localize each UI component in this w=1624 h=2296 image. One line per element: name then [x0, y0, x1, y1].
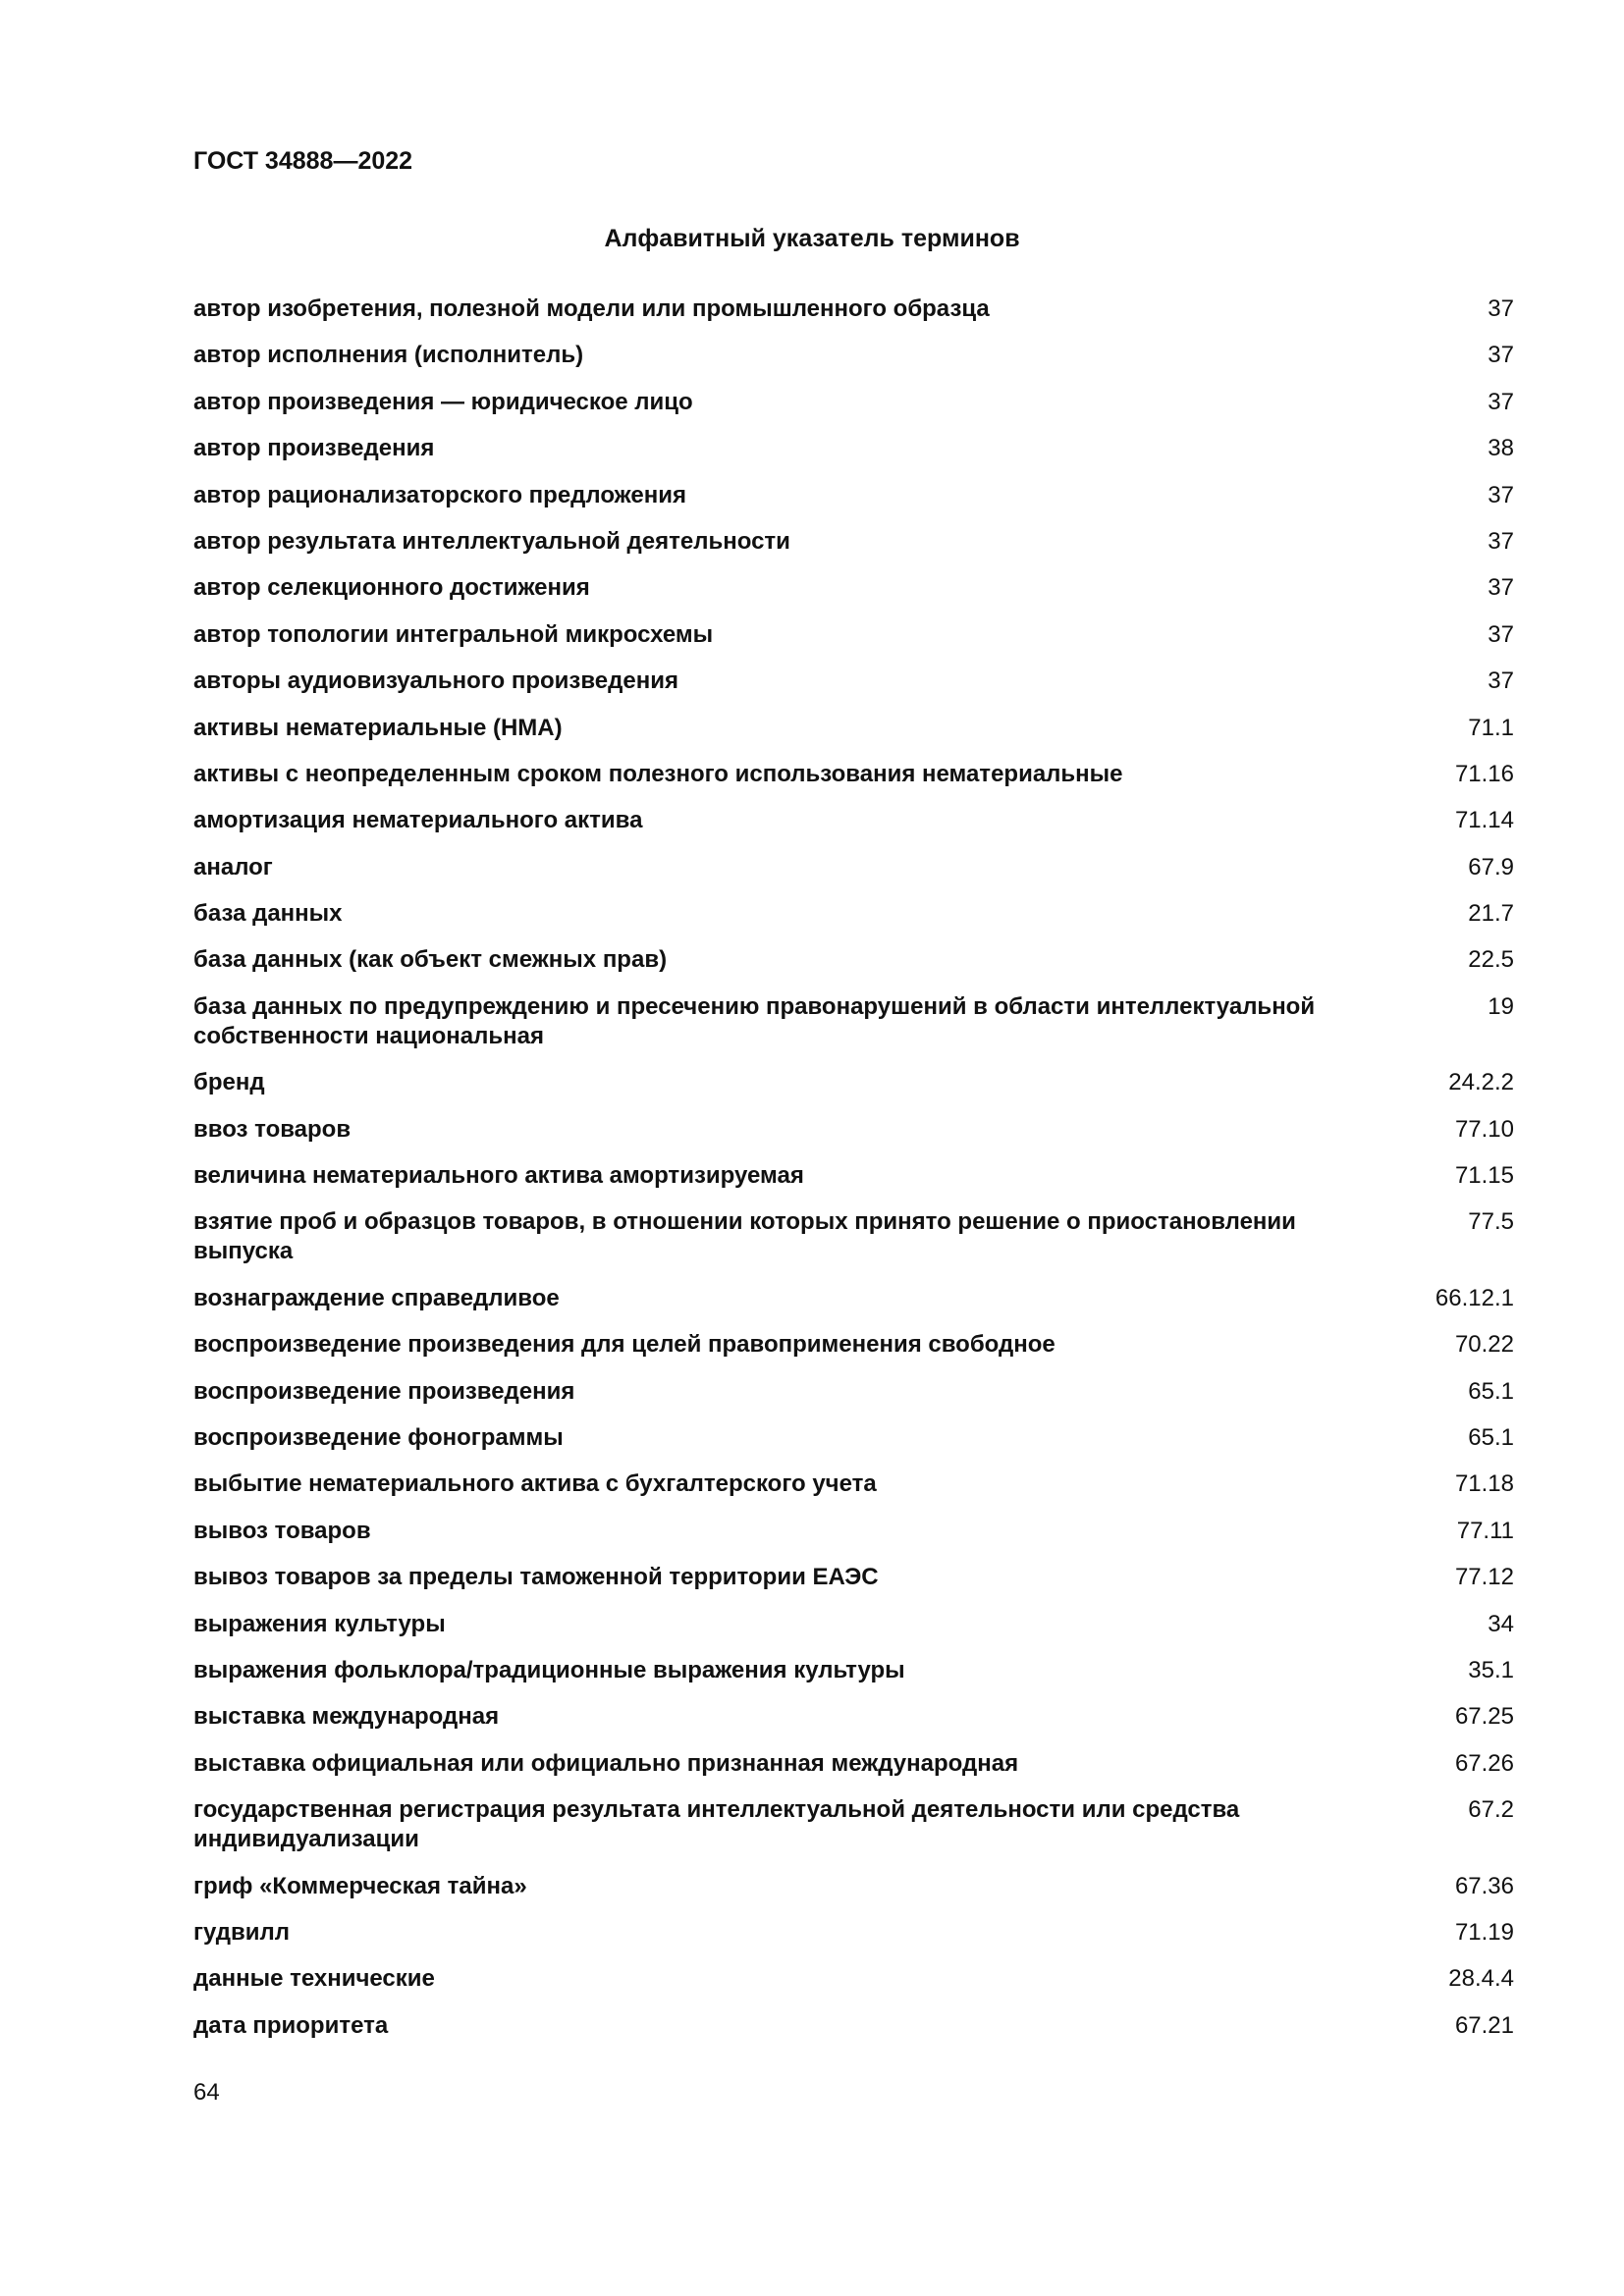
- term-reference: 70.22: [1454, 1331, 1514, 1359]
- term-reference: 77.5: [1468, 1208, 1514, 1236]
- term-reference: 37: [1488, 574, 1514, 602]
- term-text: ввоз товаров: [193, 1115, 352, 1143]
- term-text: выражения культуры: [193, 1610, 446, 1637]
- term-text: автор рационализаторского предложения: [193, 481, 686, 508]
- term-row: [193, 1115, 1514, 1145]
- term-text: выставка официальная или официально признанная международная: [193, 1749, 1019, 1777]
- term-reference: 38: [1488, 435, 1514, 462]
- term-reference: 67.21: [1454, 2011, 1514, 2039]
- term-row: [193, 573, 1514, 603]
- term-text: автор изобретения, полезной модели или промышленного образца: [193, 295, 990, 322]
- document-code: ГОСТ 34888—2022: [193, 147, 413, 175]
- term-text: автор произведения — юридическое лицо: [193, 388, 693, 415]
- term-text: база данных (как объект смежных прав): [193, 946, 668, 974]
- term-reference: 67.36: [1454, 1872, 1514, 1899]
- term-text: вознаграждение справедливое: [193, 1284, 560, 1311]
- term-reference: 67.2: [1468, 1796, 1514, 1824]
- term-row: [193, 2011, 1514, 2041]
- term-reference: 71.19: [1454, 1918, 1514, 1946]
- term-reference: 65.1: [1468, 1377, 1514, 1405]
- term-text: авторы аудиовизуального произведения: [193, 667, 678, 695]
- term-row: [193, 1284, 1514, 1313]
- term-text: гудвилл: [193, 1918, 290, 1946]
- term-row: [193, 945, 1514, 975]
- term-row: [193, 1377, 1514, 1407]
- term-row: [193, 667, 1514, 696]
- term-row: [193, 1964, 1514, 1994]
- term-row: [193, 388, 1514, 417]
- term-reference: 71.15: [1454, 1162, 1514, 1190]
- term-text: аналог: [193, 853, 273, 881]
- term-row: [193, 1068, 1514, 1097]
- term-row: [193, 1702, 1514, 1732]
- term-text: воспроизведение фонограммы: [193, 1423, 564, 1451]
- term-row: [193, 1469, 1514, 1499]
- term-row: [193, 1330, 1514, 1360]
- page-number: 64: [193, 2079, 220, 2106]
- term-reference: 77.11: [1456, 1517, 1514, 1544]
- term-text: гриф «Коммерческая тайна»: [193, 1872, 527, 1899]
- term-reference: 77.10: [1454, 1115, 1514, 1143]
- term-text: активы с неопределенным сроком полезного использования нематериальные: [193, 760, 1123, 787]
- term-text: взятие проб и образцов товаров, в отношении которых принято решение о приостановлении выпуска: [193, 1208, 1296, 1265]
- term-reference: 19: [1488, 992, 1514, 1020]
- term-row: [193, 481, 1514, 510]
- term-text: выражения фольклора/традиционные выражения культуры: [193, 1656, 905, 1683]
- term-text: автор произведения: [193, 435, 435, 462]
- term-reference: 37: [1488, 481, 1514, 508]
- term-reference: 71.1: [1468, 714, 1514, 741]
- term-row: [193, 1207, 1514, 1266]
- term-reference: 37: [1488, 295, 1514, 322]
- term-text: вывоз товаров за пределы таможенной территории ЕАЭС: [193, 1564, 879, 1591]
- index-title: Алфавитный указатель терминов: [604, 225, 1020, 252]
- term-reference: 67.25: [1454, 1703, 1514, 1731]
- term-row: [193, 806, 1514, 835]
- term-text: активы нематериальные (НМА): [193, 714, 563, 741]
- term-row: [193, 1795, 1514, 1854]
- term-text: база данных по предупреждению и пресечению правонарушений в области интеллектуальной собственности национальная: [193, 992, 1316, 1049]
- term-text: величина нематериального актива амортизируемая: [193, 1162, 804, 1190]
- term-text: воспроизведение произведения для целей правоприменения свободное: [193, 1331, 1056, 1359]
- term-text: воспроизведение произведения: [193, 1377, 575, 1405]
- term-row: [193, 1161, 1514, 1191]
- term-reference: 34: [1488, 1610, 1514, 1637]
- term-reference: 35.1: [1468, 1656, 1514, 1683]
- term-text: выставка международная: [193, 1703, 500, 1731]
- term-reference: 22.5: [1468, 946, 1514, 974]
- term-row: [193, 1749, 1514, 1779]
- term-text: вывоз товаров: [193, 1517, 371, 1544]
- term-row: [193, 853, 1514, 882]
- term-text: выбытие нематериального актива с бухгалтерского учета: [193, 1470, 877, 1498]
- term-reference: 71.14: [1454, 807, 1514, 834]
- term-reference: 67.9: [1468, 853, 1514, 881]
- term-text: амортизация нематериального актива: [193, 807, 643, 834]
- term-reference: 77.12: [1454, 1564, 1514, 1591]
- term-reference: 37: [1488, 388, 1514, 415]
- term-list: [193, 294, 1514, 2057]
- term-row: [193, 760, 1514, 789]
- term-row: [193, 341, 1514, 370]
- term-reference: 71.16: [1454, 760, 1514, 787]
- term-row: [193, 992, 1514, 1051]
- term-reference: 24.2.2: [1448, 1069, 1514, 1096]
- term-text: база данных: [193, 900, 343, 928]
- term-row: [193, 620, 1514, 650]
- term-text: данные технические: [193, 1965, 435, 1993]
- term-row: [193, 527, 1514, 557]
- term-row: [193, 1517, 1514, 1546]
- term-reference: 21.7: [1468, 900, 1514, 928]
- term-reference: 67.26: [1454, 1749, 1514, 1777]
- term-reference: 37: [1488, 667, 1514, 695]
- term-row: [193, 899, 1514, 929]
- term-row: [193, 714, 1514, 743]
- term-reference: 28.4.4: [1448, 1965, 1514, 1993]
- term-row: [193, 294, 1514, 324]
- term-row: [193, 1656, 1514, 1685]
- term-text: автор исполнения (исполнитель): [193, 342, 584, 369]
- term-reference: 71.18: [1454, 1470, 1514, 1498]
- term-reference: 37: [1488, 342, 1514, 369]
- term-text: дата приоритета: [193, 2011, 389, 2039]
- term-text: бренд: [193, 1069, 265, 1096]
- term-reference: 37: [1488, 620, 1514, 648]
- term-text: автор селекционного достижения: [193, 574, 590, 602]
- term-text: государственная регистрация результата интеллектуальной деятельности или средства индивидуализации: [193, 1796, 1240, 1853]
- term-reference: 37: [1488, 527, 1514, 555]
- term-text: автор топологии интегральной микросхемы: [193, 620, 714, 648]
- term-reference: 65.1: [1468, 1423, 1514, 1451]
- term-reference: 66.12.1: [1435, 1284, 1514, 1311]
- term-row: [193, 434, 1514, 463]
- term-row: [193, 1872, 1514, 1901]
- term-text: автор результата интеллектуальной деятельности: [193, 527, 790, 555]
- term-row: [193, 1918, 1514, 1948]
- term-row: [193, 1423, 1514, 1453]
- term-row: [193, 1610, 1514, 1639]
- term-row: [193, 1563, 1514, 1592]
